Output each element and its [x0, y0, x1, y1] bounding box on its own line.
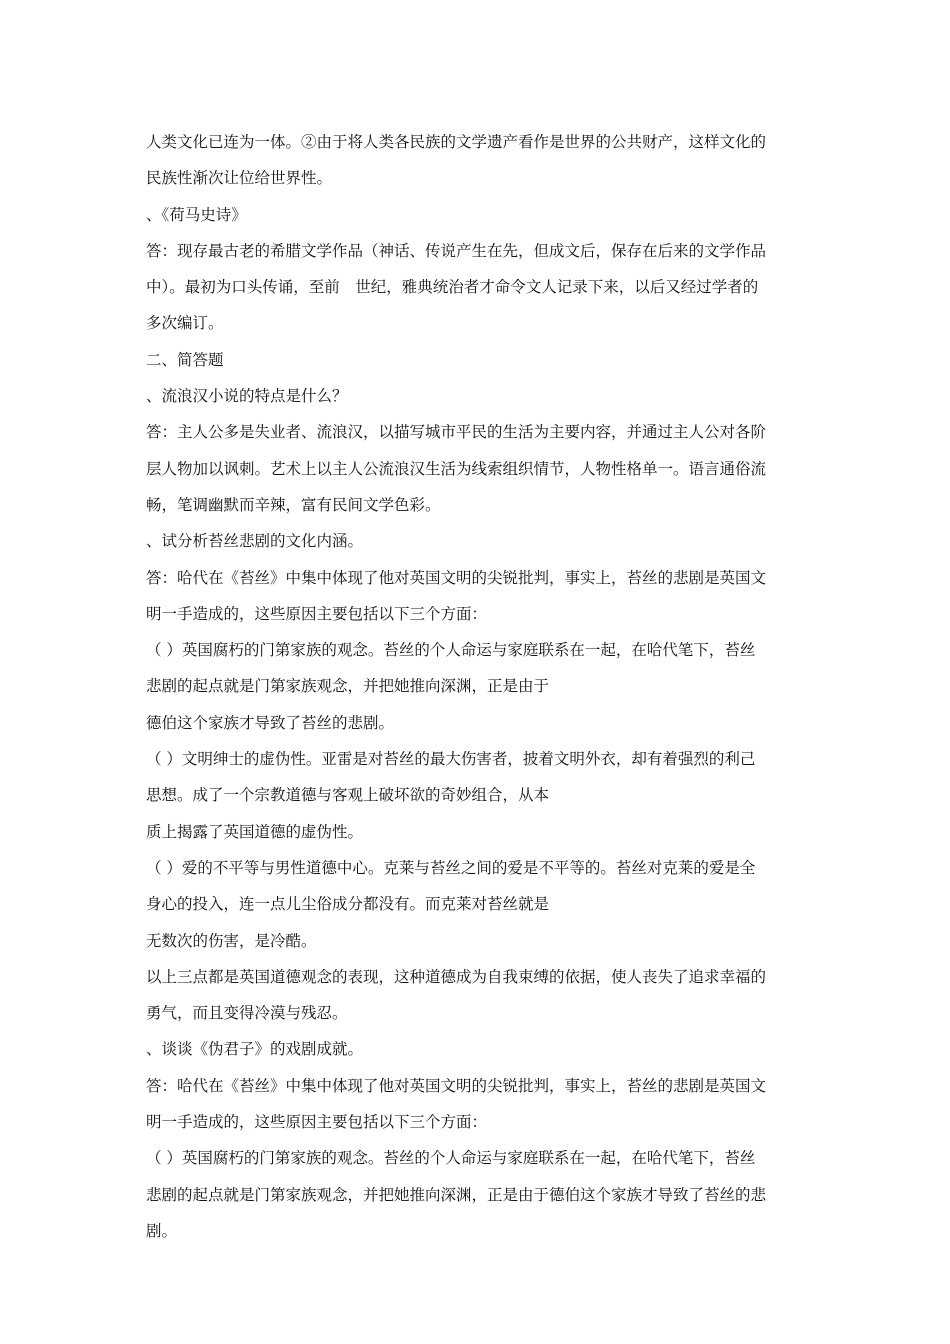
text-line: 明一手造成的，这些原因主要包括以下三个方面： [146, 604, 488, 623]
text-line: （ ）英国腐朽的门第家族的观念。苔丝的个人命运与家庭联系在一起，在哈代笔下，苔丝 [146, 641, 756, 660]
text-line: 明一手造成的，这些原因主要包括以下三个方面： [146, 1113, 488, 1132]
text-line: （ ）文明绅士的虚伪性。亚雷是对苔丝的最大伤害者，披着文明外衣，却有着强烈的利己 [146, 750, 756, 769]
text-line: 答：哈代在《苔丝》中集中体现了他对英国文明的尖锐批判，事实上，苔丝的悲剧是英国文 [146, 568, 767, 587]
section-heading: 二、简答题 [146, 350, 224, 369]
question-heading: 、谈谈《伪君子》的戏剧成就。 [146, 1040, 364, 1059]
text-line: 答：现存最古老的希腊文学作品（神话、传说产生在先，但成文后，保存在后来的文学作品 [146, 241, 767, 260]
text-line: 答：哈代在《苔丝》中集中体现了他对英国文明的尖锐批判，事实上，苔丝的悲剧是英国文 [146, 1076, 767, 1095]
question-heading: 、流浪汉小说的特点是什么？ [146, 387, 348, 406]
text-line: 身心的投入，连一点儿尘俗成分都没有。而克莱对苔丝就是 [146, 895, 550, 914]
text-line: 层人物加以讽刺。艺术上以主人公流浪汉生活为线索组织情节，人物性格单一。语言通俗流 [146, 459, 767, 478]
text-line: （ ）爱的不平等与男性道德中心。克莱与苔丝之间的爱是不平等的。苔丝对克莱的爱是全 [146, 858, 756, 877]
text-line: 中）。最初为口头传诵，至前 世纪，雅典统治者才命令文人记录下来，以后又经过学者的 [146, 278, 759, 297]
text-line: 德伯这个家族才导致了苔丝的悲剧。 [146, 713, 395, 732]
text-line: 人类文化已连为一体。②由于将人类各民族的文学遗产看作是世界的公共财产，这样文化的 [146, 133, 767, 151]
text-line: 民族性渐次让位给世界性。 [146, 169, 333, 188]
text-line: 勇气，而且变得冷漠与残忍。 [146, 1004, 348, 1023]
text-line: （ ）英国腐朽的门第家族的观念。苔丝的个人命运与家庭联系在一起，在哈代笔下，苔丝 [146, 1149, 756, 1168]
document-body [146, 124, 810, 1249]
text-line: 以上三点都是英国道德观念的表现，这种道德成为自我束缚的依据，使人丧失了追求幸福的 [146, 967, 767, 986]
text-line: 答：主人公多是失业者、流浪汉，以描写城市平民的生活为主要内容，并通过主人公对各阶 [146, 423, 767, 442]
text-line: 质上揭露了英国道德的虚伪性。 [146, 822, 364, 841]
text-line: 畅，笔调幽默而辛辣，富有民间文学色彩。 [146, 495, 441, 514]
text-line: 剧。 [146, 1221, 178, 1240]
text-line: 悲剧的起点就是门第家族观念，并把她推向深渊，正是由于德伯这个家族才导致了苔丝的悲 [146, 1185, 767, 1204]
question-heading: 、试分析苔丝悲剧的文化内涵。 [146, 532, 364, 551]
text-line: 悲剧的起点就是门第家族观念，并把她推向深渊，正是由于 [146, 677, 550, 696]
text-line: 多次编订。 [146, 314, 224, 333]
text-line: 思想。成了一个宗教道德与客观上破坏欲的奇妙组合，从本 [146, 786, 550, 805]
text-line: 无数次的伤害，是冷酷。 [146, 931, 317, 950]
section-item-heading: 、《荷马史诗》 [146, 205, 247, 224]
